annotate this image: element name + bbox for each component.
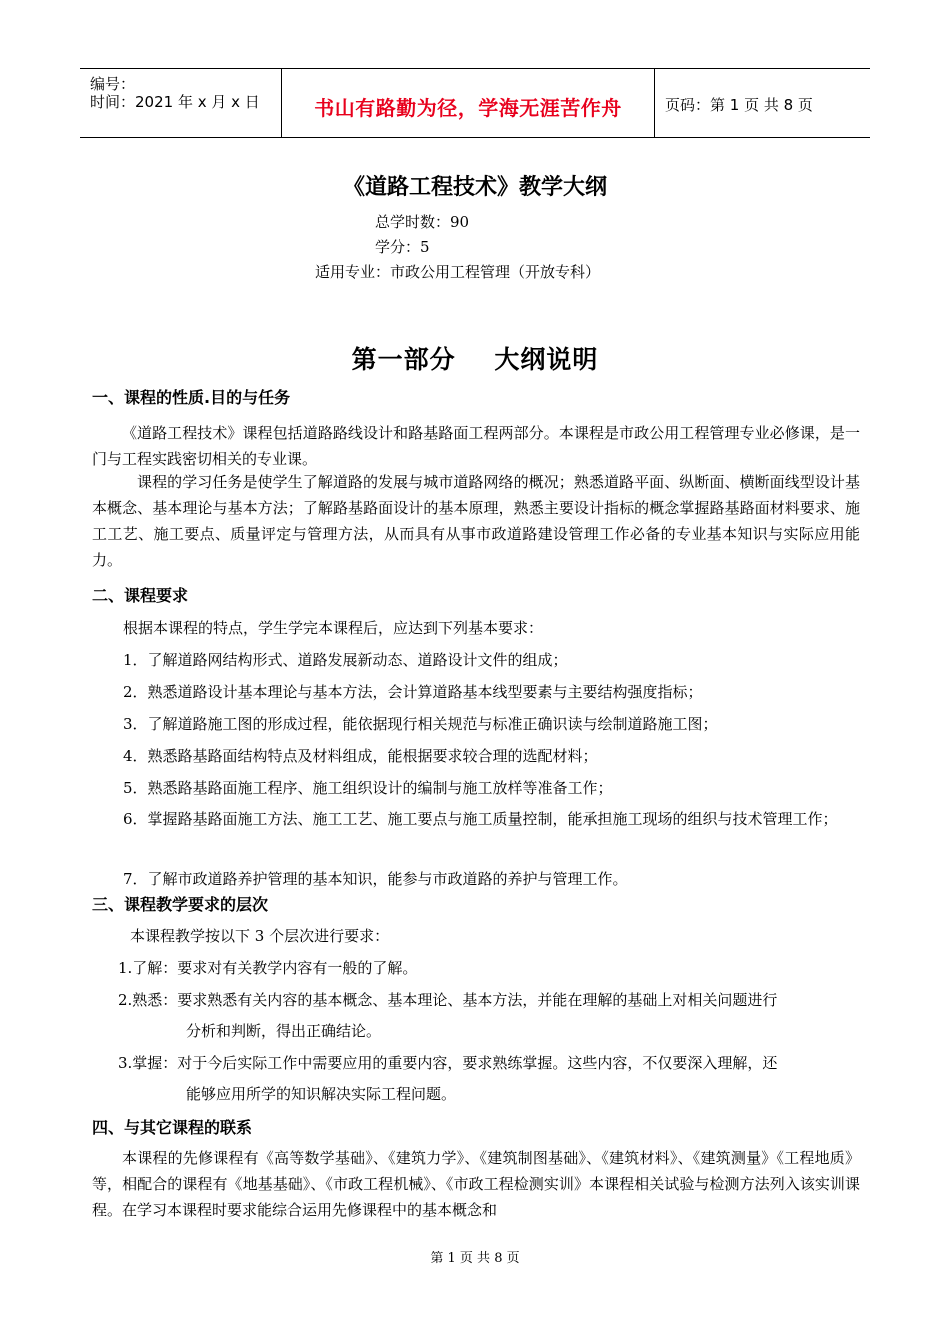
section4-heading: 四、与其它课程的联系 [92,1118,253,1137]
section1-para2: 课程的学习任务是使学生了解道路的发展与城市道路网络的概况；熟悉道路平面、纵断面、横断面线型设计基本概念、基本理论与基本方法；了解路基路面设计的基本原理，熟悉主要设计指标的概念掌握路基路面材料要求、施工工艺、施工要点、质量评定与管理方法，从而具有从事市政道路建设管理工作必备的专业基本知识与实际应用能力。 [92,473,860,569]
section4-para: 本课程的先修课程有《高等数学基础》、《建筑力学》、《建筑制图基础》、《建筑材料》、《建筑测量》《工程地质》等，相配合的课程有《地基基础》、《市政工程机械》、《市政工程检测实训》本课程相关试验与检测方法列入该实训课程。在学习本课程时要求能综合运用先修课程中的基本概念和 [92,1149,860,1219]
section1-para1: 《道路工程技术》课程包括道路路线设计和路基路面工程两部分。本课程是市政公用工程管理专业必修课，是一门与工程实践密切相关的专业课。 [92,424,860,468]
section3-heading: 三、课程教学要求的层次 [92,895,269,914]
level-familiar-line1: 2.熟悉：要求熟悉有关内容的基本概念、基本理论、基本方法，并能在理解的基础上对相关问题进行 [118,991,778,1009]
section2-heading: 二、课程要求 [92,586,189,605]
serial-label: 编号： [90,75,136,93]
header-page-cell [655,69,870,137]
requirement-item-1: 1．了解道路网结构形式、道路发展新动态、道路设计文件的组成； [123,651,568,669]
total-hours: 总学时数：90 [375,213,470,231]
page-footer: 第 1 页 共 8 页 [430,1251,520,1266]
requirement-item-7: 7．了解市政道路养护管理的基本知识，能参与市政道路的养护与管理工作。 [123,870,628,888]
requirement-item-4: 4．熟悉路基路面结构特点及材料组成，能根据要求较合理的选配材料； [123,747,598,765]
requirement-item-6: 6．掌握路基路面施工方法、施工工艺、施工要点与施工质量控制，能承担施工现场的组织与技术管理工作； [123,810,838,828]
level-understand: 1.了解：要求对有关教学内容有一般的了解。 [118,959,418,977]
document-title: 《道路工程技术》教学大纲 [342,175,607,200]
header-table [80,68,870,138]
level-master-line2: 能够应用所学的知识解决实际工程问题。 [186,1085,457,1103]
part-title: 第一部分 大纲说明 [351,345,599,374]
requirement-item-5: 5．熟悉路基路面施工程序、施工组织设计的编制与施工放样等准备工作； [123,779,613,797]
time-label: 时间：2021 年 x 月 x 日 [90,93,260,111]
header-left-cell [80,69,282,137]
level-familiar-line2: 分析和判断，得出正确结论。 [186,1022,382,1040]
level-master-line1: 3.掌握：对于今后实际工作中需要应用的重要内容，要求熟练掌握。这些内容，不仅要深入理解，还 [118,1054,778,1072]
section1-heading: 一、课程的性质.目的与任务 [92,388,291,407]
requirement-item-3: 3．了解道路施工图的形成过程，能依据现行相关规范与标准正确识读与绘制道路施工图； [123,715,718,733]
section2-intro: 根据本课程的特点，学生学完本课程后，应达到下列基本要求： [123,619,544,637]
requirement-item-2: 2．熟悉道路设计基本理论与基本方法，会计算道路基本线型要素与主要结构强度指标； [123,683,703,701]
header-motto-cell [282,69,655,137]
motto: 书山有路勤为径，学海无涯苦作舟 [314,96,622,120]
page-info: 页码：第 1 页 共 8 页 [665,96,813,114]
credits: 学分：5 [375,238,430,256]
section3-intro: 本课程教学按以下 3 个层次进行要求： [130,927,390,945]
applicable-major: 适用专业：市政公用工程管理（开放专科） [315,263,601,281]
